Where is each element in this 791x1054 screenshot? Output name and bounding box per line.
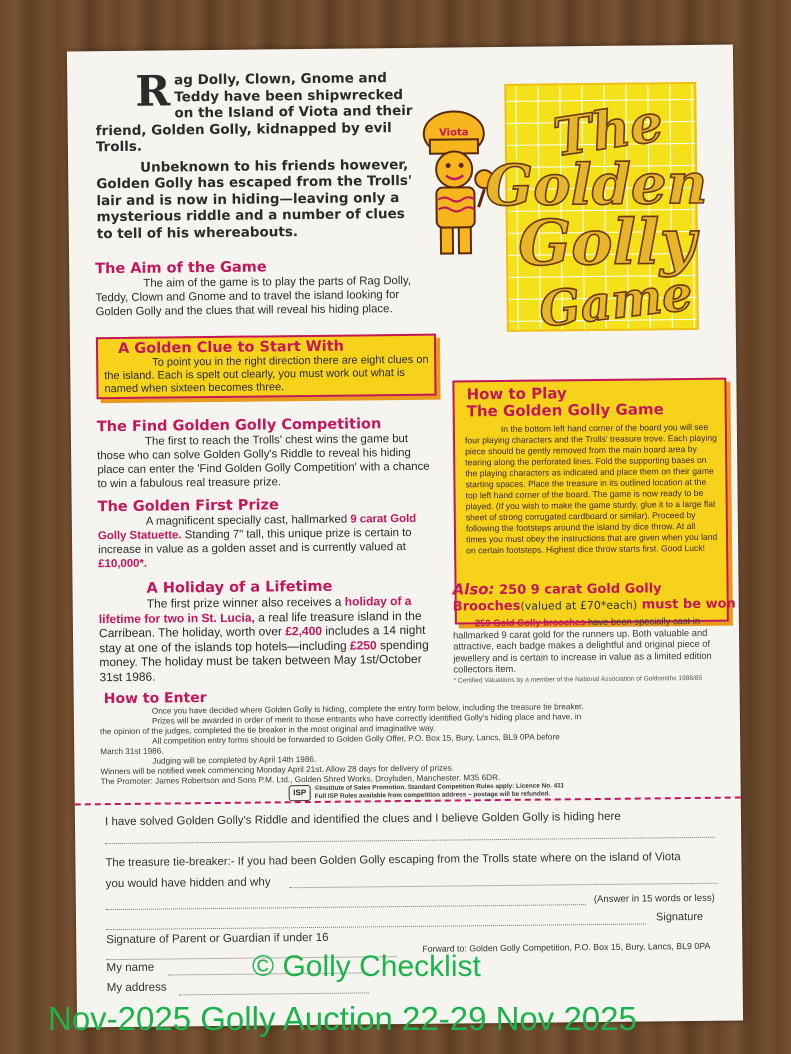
holiday-text-4: spending money. The holiday must be taken between May 1st/October 31st 1986. — [99, 637, 429, 684]
logo-word-golly: Golly — [517, 204, 697, 280]
viota-badge: Viota — [439, 127, 469, 139]
brooches-must-be-won: must be won — [641, 596, 736, 613]
intro-paragraph-2: Unbeknown to his friends however, Golden Golly has escaped from the Trolls' lair and is now in hiding—leaving only a mysterious riddle and a number of clues to tell of his whereabouts. — [96, 156, 413, 242]
logo-word-game: Game — [536, 265, 696, 339]
brooches-description: have been specially cast in hallmarked 9 carat gold for the runners up. Both valuable and attractive, each badge makes a delightful and original piece of jewellery and is certain to increase in value as a limited edition collectors item. — [452, 614, 712, 675]
enter-line-8: The Promoter: James Robertson and Sons P.M. Ltd., Golden Shred Works, Droylsden, Manchester. M35 6DR. — [100, 773, 501, 787]
first-prize-heading: The Golden First Prize — [97, 497, 279, 516]
brooches-section — [452, 578, 743, 684]
enter-line-7: Winners will be notified week commencing Monday April 21st. Allow 28 days for delivery of prizes. — [100, 763, 455, 777]
clue-text: To point you in the right direction there are eight clues on the island. Each is spelt out clearly, you must work out what is named when sixteen becomes three. — [104, 353, 429, 396]
answer-note: (Answer in 15 words or less) — [593, 892, 715, 906]
isp-logo: ISP — [289, 785, 311, 801]
form-hidden-why: you would have hidden and why — [105, 875, 271, 891]
holiday-text — [99, 594, 440, 685]
isp-rules-1: ©Institute of Sales Promotion. Standard Competition Rules apply: Licence No. 411 — [314, 782, 565, 792]
prize-value: £10,000*. — [98, 557, 148, 571]
tiebreaker-field-1[interactable] — [290, 883, 718, 888]
signature-label: Signature — [655, 910, 704, 924]
enter-line-5: March 31st 1986. — [100, 746, 164, 757]
how-to-enter-heading: How to Enter — [103, 690, 207, 708]
prize-text-1: A magnificent specially cast, hallmarked — [145, 513, 351, 528]
holiday-text-3: includes a 14 night stay at one of the islands top hotels—including — [99, 622, 426, 655]
competition-heading: The Find Golden Golly Competition — [96, 416, 382, 436]
name-label: My name — [106, 960, 155, 975]
form-tiebreaker-line: The treasure tie-breaker:- If you had been Golden Golly escaping from the Trolls state where on the island of Viota — [105, 851, 681, 870]
brooches-count: 250 9 carat Gold Golly Brooches — [452, 581, 662, 615]
how-to-play-title — [466, 384, 663, 420]
drop-cap: R — [135, 66, 171, 116]
watermark-line-2: Nov-2025 Golly Auction 22-29 Nov 2025 — [48, 1000, 637, 1037]
holiday-text-1: The first prize winner also receives a — [146, 594, 345, 611]
brooches-highlight: 250 Gold Golly brooches — [474, 616, 586, 629]
enter-line-3: the opinion of the judges, completed the tie breaker in the most original and imaginative way. — [99, 723, 436, 737]
guardian-label: Signature of Parent or Guardian if under 16 — [106, 930, 329, 947]
golden-clue-box — [96, 334, 437, 400]
clue-heading: A Golden Clue to Start With — [117, 338, 345, 357]
address-field[interactable] — [179, 992, 369, 995]
watermark-line-1: © Golly Checklist — [252, 950, 481, 983]
first-prize-text — [98, 512, 434, 572]
enter-line-1: Once you have decided where Golden Golly is hiding, complete the entry form below, including the treasure tie breaker. — [151, 702, 584, 716]
how-to-play-title-2: The Golden Golly Game — [466, 400, 664, 421]
brooches-text — [453, 614, 743, 675]
brooches-title — [452, 578, 742, 615]
competition-text: The first to reach the Trolls' chest wins the game but those who can solve Golden Golly's Riddle to reveal his hiding place can enter the 'Find Golden Golly Competition' with a chance to win a fabulous real treasure prize. — [97, 432, 430, 491]
enter-line-4: All competition entry forms should be forwarded to Golden Golly Offer, P.O. Box 15, Bury, Lancs, BL9 0PA before — [152, 732, 560, 746]
golden-golly-game-logo — [405, 77, 708, 350]
holiday-heading: A Holiday of a Lifetime — [146, 578, 333, 597]
also-label: Also: — [452, 580, 495, 599]
forward-address: Forward to: Golden Golly Competition, P.O. Box 15, Bury, Lancs, BL9 0PA — [422, 940, 711, 954]
holiday-st-lucia: holiday of a lifetime for two in St. Lucia, — [98, 593, 412, 626]
prize-statuette: 9 carat Gold Golly Statuette. — [97, 512, 417, 543]
logo-word-golden: Golden — [485, 150, 708, 220]
aim-text: The aim of the game is to play the parts of Rag Dolly, Teddy, Clown and Gnome and to travel the island looking for Golden Golly and the clues that will reveal his hiding place. — [95, 274, 412, 319]
prize-text-2: Standing 7" tall, this unique prize is certain to increase in value as a golden asset and is currently valued at — [98, 526, 412, 557]
intro-paragraph-1: ag Dolly, Clown, Gnome and Teddy have been shipwrecked on the Island of Viota and their friend, Golden Golly, kidnapped by evil Trolls. — [95, 70, 413, 156]
brooches-value: (valued at £70*each) — [520, 598, 638, 613]
valuation-footnote: * Certified Valuations by a member of the National Association of Goldsmiths 1988/85 — [453, 674, 703, 684]
enter-line-2: Prizes will be awarded in order of merit to those entrants who have correctly identified Golly's hiding place and have, in — [151, 712, 582, 726]
aim-heading: The Aim of the Game — [95, 259, 267, 278]
how-to-play-title-1: How to Play — [466, 384, 567, 404]
enter-line-6: Judging will be completed by April 14th 1986. — [152, 754, 317, 766]
logo-word-the: The — [549, 92, 668, 169]
isp-rules-2: Full ISP Rules available from competition address – postage will be refunded. — [314, 790, 551, 800]
how-to-play-text: In the bottom left hand corner of the board you will see four playing characters and the Trolls' treasure trove. Each playing piece should be gently removed from the main board area by tearing along the perforated lines. Fold the supporting bases on the playing characters as indicated and place them on their game starting spaces. Place the treasure in its outlined location at the top left hand corner of the board. The game is now ready to be played. (If you wish to make the game sturdy, glue it to a large flat sheet of strong corrugated cardboard or similar). Proceed by following the footsteps around the island by dice throw. At all times you must obey the instructions that are given when you land on certain footsteps. Highest dice throw starts first. Good Luck! — [464, 421, 718, 556]
intro-text — [95, 66, 417, 242]
address-label: My address — [106, 980, 167, 995]
leaflet-page — [67, 45, 743, 1028]
holiday-spending: £250 — [349, 637, 377, 653]
signature-field[interactable] — [106, 923, 646, 930]
hiding-place-field[interactable] — [105, 837, 715, 844]
holiday-text-2: a real life treasure island in the Carribean. The holiday, worth over — [98, 608, 422, 641]
holiday-worth: £2,400 — [285, 623, 323, 639]
form-riddle-line: I have solved Golden Golly's Riddle and identified the clues and I believe Golden Golly is hiding here — [104, 809, 621, 829]
tiebreaker-field-2[interactable] — [106, 904, 586, 910]
golly-figure-icon — [424, 111, 494, 254]
